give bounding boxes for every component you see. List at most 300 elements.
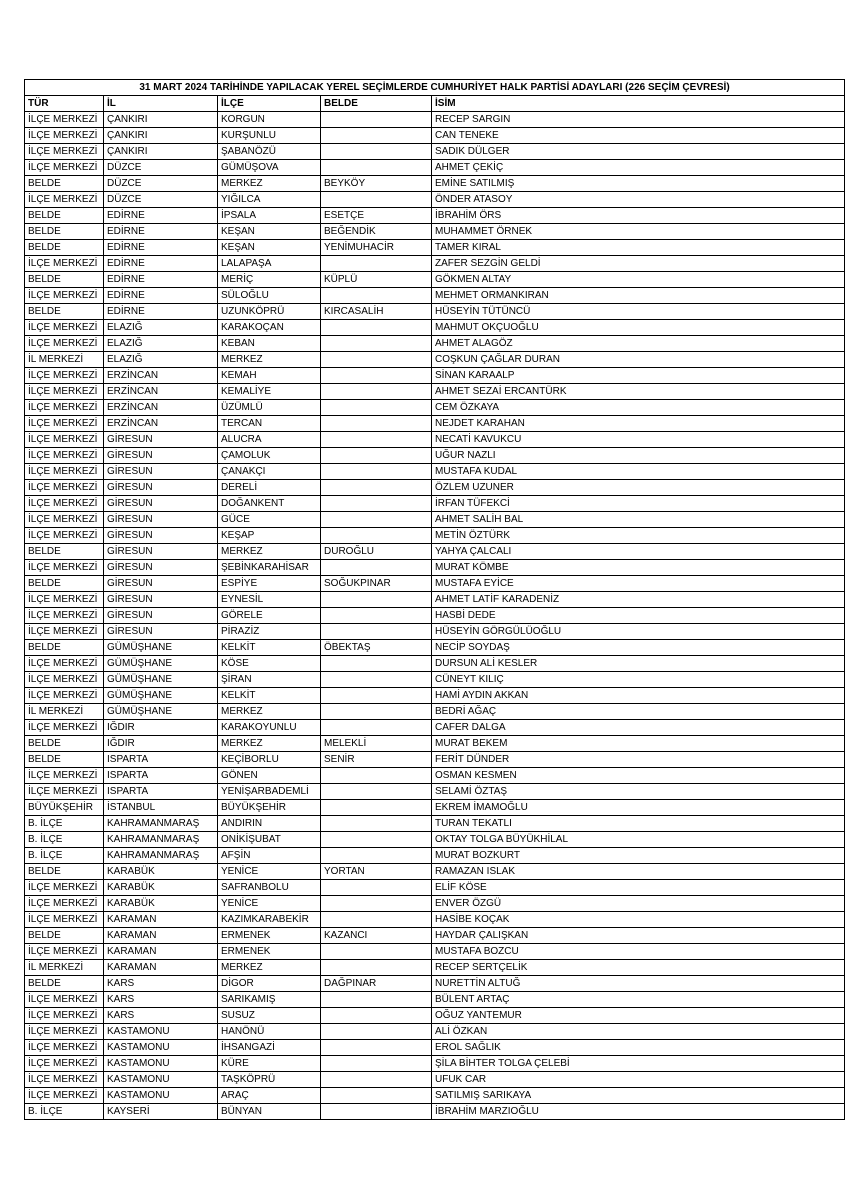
cell-isim: OKTAY TOLGA BÜYÜKHİLAL [432, 832, 845, 848]
table-row [25, 128, 845, 144]
table-row [25, 320, 845, 336]
table-row [25, 336, 845, 352]
cell-isim: ŞİLA BİHTER TOLGA ÇELEBİ [432, 1056, 845, 1072]
cell-il: KARAMAN [104, 944, 218, 960]
cell-belde: SENİR [321, 752, 432, 768]
cell-tur: İLÇE MERKEZİ [25, 528, 104, 544]
cell-belde [321, 720, 432, 736]
cell-il: KARS [104, 992, 218, 1008]
cell-belde [321, 816, 432, 832]
cell-ilce: BÜYÜKŞEHİR [218, 800, 321, 816]
cell-il: KARAMAN [104, 960, 218, 976]
cell-tur: İLÇE MERKEZİ [25, 160, 104, 176]
cell-ilce: YIĞILCA [218, 192, 321, 208]
table-row [25, 640, 845, 656]
cell-ilce: KEŞAN [218, 224, 321, 240]
cell-il: KARAMAN [104, 928, 218, 944]
table-row [25, 944, 845, 960]
table-row [25, 1072, 845, 1088]
table-row [25, 912, 845, 928]
cell-il: GİRESUN [104, 464, 218, 480]
cell-il: KARS [104, 1008, 218, 1024]
cell-isim: MURAT KÖMBE [432, 560, 845, 576]
cell-ilce: ERMENEK [218, 944, 321, 960]
table-row [25, 816, 845, 832]
cell-tur: İLÇE MERKEZİ [25, 1072, 104, 1088]
cell-belde: DAĞPINAR [321, 976, 432, 992]
table-row [25, 1024, 845, 1040]
cell-tur: İLÇE MERKEZİ [25, 608, 104, 624]
cell-il: KARAMAN [104, 912, 218, 928]
cell-tur: BELDE [25, 928, 104, 944]
cell-belde [321, 1088, 432, 1104]
cell-tur: BELDE [25, 208, 104, 224]
cell-il: ERZİNCAN [104, 416, 218, 432]
cell-ilce: MERKEZ [218, 960, 321, 976]
cell-ilce: ŞİRAN [218, 672, 321, 688]
cell-isim: COŞKUN ÇAĞLAR DURAN [432, 352, 845, 368]
cell-ilce: MERKEZ [218, 176, 321, 192]
cell-ilce: YENİCE [218, 864, 321, 880]
table-row [25, 720, 845, 736]
cell-belde [321, 464, 432, 480]
cell-il: GİRESUN [104, 560, 218, 576]
cell-tur: İLÇE MERKEZİ [25, 128, 104, 144]
cell-il: KARABÜK [104, 880, 218, 896]
table-row [25, 432, 845, 448]
cell-ilce: MERKEZ [218, 736, 321, 752]
cell-belde [321, 368, 432, 384]
cell-tur: İLÇE MERKEZİ [25, 432, 104, 448]
cell-ilce: GÖRELE [218, 608, 321, 624]
cell-tur: B. İLÇE [25, 848, 104, 864]
cell-belde [321, 560, 432, 576]
cell-belde: DUROĞLU [321, 544, 432, 560]
cell-il: GİRESUN [104, 544, 218, 560]
cell-ilce: SAFRANBOLU [218, 880, 321, 896]
cell-isim: HAMİ AYDIN AKKAN [432, 688, 845, 704]
cell-belde: ÖBEKTAŞ [321, 640, 432, 656]
cell-tur: İL MERKEZİ [25, 704, 104, 720]
cell-ilce: TAŞKÖPRÜ [218, 1072, 321, 1088]
cell-isim: AHMET SALİH BAL [432, 512, 845, 528]
cell-il: DÜZCE [104, 160, 218, 176]
cell-il: ERZİNCAN [104, 384, 218, 400]
cell-il: KARS [104, 976, 218, 992]
cell-belde [321, 992, 432, 1008]
cell-belde [321, 416, 432, 432]
table-row [25, 960, 845, 976]
cell-il: KASTAMONU [104, 1056, 218, 1072]
table-row [25, 304, 845, 320]
table-row [25, 240, 845, 256]
cell-belde [321, 512, 432, 528]
cell-tur: İLÇE MERKEZİ [25, 512, 104, 528]
cell-belde [321, 832, 432, 848]
cell-tur: İLÇE MERKEZİ [25, 560, 104, 576]
cell-belde [321, 144, 432, 160]
cell-il: GİRESUN [104, 480, 218, 496]
cell-isim: SADIK DÜLGER [432, 144, 845, 160]
table-row [25, 704, 845, 720]
cell-belde [321, 656, 432, 672]
table-row [25, 1104, 845, 1120]
cell-isim: İBRAHİM ÖRS [432, 208, 845, 224]
cell-tur: İLÇE MERKEZİ [25, 880, 104, 896]
cell-il: ISPARTA [104, 768, 218, 784]
cell-belde [321, 880, 432, 896]
cell-il: GİRESUN [104, 512, 218, 528]
cell-isim: AHMET ALAGÖZ [432, 336, 845, 352]
cell-tur: İLÇE MERKEZİ [25, 448, 104, 464]
cell-tur: İLÇE MERKEZİ [25, 944, 104, 960]
cell-tur: BELDE [25, 864, 104, 880]
cell-belde [321, 336, 432, 352]
cell-tur: İLÇE MERKEZİ [25, 1056, 104, 1072]
cell-belde [321, 848, 432, 864]
cell-tur: BELDE [25, 224, 104, 240]
cell-tur: İLÇE MERKEZİ [25, 656, 104, 672]
cell-isim: TAMER KIRAL [432, 240, 845, 256]
cell-ilce: ÇANAKÇI [218, 464, 321, 480]
cell-belde [321, 1072, 432, 1088]
cell-isim: CEM ÖZKAYA [432, 400, 845, 416]
cell-ilce: DERELİ [218, 480, 321, 496]
cell-tur: İLÇE MERKEZİ [25, 912, 104, 928]
table-row [25, 512, 845, 528]
cell-ilce: SARIKAMIŞ [218, 992, 321, 1008]
cell-tur: BÜYÜKŞEHİR [25, 800, 104, 816]
table-row [25, 384, 845, 400]
cell-belde [321, 288, 432, 304]
cell-tur: BELDE [25, 736, 104, 752]
table-row [25, 848, 845, 864]
cell-tur: İLÇE MERKEZİ [25, 720, 104, 736]
cell-isim: UFUK CAR [432, 1072, 845, 1088]
cell-ilce: KEBAN [218, 336, 321, 352]
table-row [25, 192, 845, 208]
table-row [25, 672, 845, 688]
cell-il: GÜMÜŞHANE [104, 640, 218, 656]
cell-belde [321, 608, 432, 624]
table-title-row [25, 80, 845, 96]
cell-il: GİRESUN [104, 432, 218, 448]
cell-tur: İLÇE MERKEZİ [25, 1040, 104, 1056]
cell-belde: SOĞUKPINAR [321, 576, 432, 592]
cell-isim: EMİNE SATILMIŞ [432, 176, 845, 192]
cell-belde: BEĞENDİK [321, 224, 432, 240]
column-header-isim: İSİM [432, 96, 845, 112]
cell-ilce: GÜMÜŞOVA [218, 160, 321, 176]
cell-il: KARABÜK [104, 864, 218, 880]
cell-tur: İLÇE MERKEZİ [25, 688, 104, 704]
table-row [25, 864, 845, 880]
table-row [25, 368, 845, 384]
cell-isim: ENVER ÖZGÜ [432, 896, 845, 912]
cell-il: İSTANBUL [104, 800, 218, 816]
cell-isim: RECEP SARGIN [432, 112, 845, 128]
cell-ilce: MERKEZ [218, 352, 321, 368]
cell-ilce: UZUNKÖPRÜ [218, 304, 321, 320]
cell-il: KAHRAMANMARAŞ [104, 816, 218, 832]
cell-tur: İLÇE MERKEZİ [25, 288, 104, 304]
cell-il: GÜMÜŞHANE [104, 704, 218, 720]
cell-ilce: AFŞİN [218, 848, 321, 864]
cell-tur: İLÇE MERKEZİ [25, 992, 104, 1008]
cell-tur: İLÇE MERKEZİ [25, 112, 104, 128]
cell-ilce: ARAÇ [218, 1088, 321, 1104]
table-row [25, 400, 845, 416]
table-row [25, 832, 845, 848]
cell-belde [321, 784, 432, 800]
table-row [25, 160, 845, 176]
cell-ilce: KEŞAP [218, 528, 321, 544]
column-header-belde: BELDE [321, 96, 432, 112]
table-row [25, 880, 845, 896]
table-row [25, 544, 845, 560]
table-row [25, 416, 845, 432]
cell-il: GÜMÜŞHANE [104, 688, 218, 704]
cell-belde [321, 960, 432, 976]
cell-ilce: KORGUN [218, 112, 321, 128]
table-row [25, 1088, 845, 1104]
cell-belde [321, 192, 432, 208]
cell-belde [321, 1040, 432, 1056]
cell-ilce: ERMENEK [218, 928, 321, 944]
cell-isim: ÖZLEM UZUNER [432, 480, 845, 496]
cell-belde [321, 912, 432, 928]
cell-isim: İRFAN TÜFEKCİ [432, 496, 845, 512]
cell-belde [321, 1104, 432, 1120]
cell-belde: ESETÇE [321, 208, 432, 224]
cell-belde [321, 800, 432, 816]
cell-isim: ÖNDER ATASOY [432, 192, 845, 208]
cell-il: IĞDIR [104, 720, 218, 736]
cell-il: GİRESUN [104, 576, 218, 592]
table-row [25, 1040, 845, 1056]
cell-il: KAYSERİ [104, 1104, 218, 1120]
cell-ilce: SÜLOĞLU [218, 288, 321, 304]
table-row [25, 464, 845, 480]
cell-il: ÇANKIRI [104, 144, 218, 160]
table-row [25, 560, 845, 576]
cell-il: DÜZCE [104, 176, 218, 192]
cell-il: KAHRAMANMARAŞ [104, 832, 218, 848]
cell-ilce: ŞEBİNKARAHİSAR [218, 560, 321, 576]
cell-il: GİRESUN [104, 608, 218, 624]
cell-ilce: PİRAZİZ [218, 624, 321, 640]
table-row [25, 480, 845, 496]
cell-ilce: BÜNYAN [218, 1104, 321, 1120]
cell-belde: KIRCASALİH [321, 304, 432, 320]
cell-belde: YENİMUHACİR [321, 240, 432, 256]
cell-ilce: İHSANGAZİ [218, 1040, 321, 1056]
cell-ilce: KARAKOÇAN [218, 320, 321, 336]
cell-tur: İLÇE MERKEZİ [25, 784, 104, 800]
cell-ilce: KELKİT [218, 640, 321, 656]
cell-tur: İLÇE MERKEZİ [25, 464, 104, 480]
table-row [25, 896, 845, 912]
table-row [25, 352, 845, 368]
cell-il: KARABÜK [104, 896, 218, 912]
table-row [25, 800, 845, 816]
cell-ilce: KARAKOYUNLU [218, 720, 321, 736]
cell-belde: MELEKLİ [321, 736, 432, 752]
cell-il: DÜZCE [104, 192, 218, 208]
cell-tur: İLÇE MERKEZİ [25, 1008, 104, 1024]
cell-il: EDİRNE [104, 288, 218, 304]
cell-belde [321, 496, 432, 512]
table-row [25, 736, 845, 752]
cell-belde [321, 352, 432, 368]
cell-isim: RAMAZAN ISLAK [432, 864, 845, 880]
cell-tur: İLÇE MERKEZİ [25, 368, 104, 384]
cell-il: ELAZIĞ [104, 336, 218, 352]
cell-belde [321, 400, 432, 416]
cell-il: EDİRNE [104, 240, 218, 256]
table-row [25, 176, 845, 192]
cell-ilce: HANÖNÜ [218, 1024, 321, 1040]
column-header-tur: TÜR [25, 96, 104, 112]
cell-belde [321, 384, 432, 400]
table-row [25, 496, 845, 512]
cell-tur: BELDE [25, 640, 104, 656]
cell-isim: NECATİ KAVUKCU [432, 432, 845, 448]
cell-isim: RECEP SERTÇELİK [432, 960, 845, 976]
table-row [25, 656, 845, 672]
cell-isim: HASBİ DEDE [432, 608, 845, 624]
table-row [25, 272, 845, 288]
cell-belde [321, 480, 432, 496]
cell-il: GÜMÜŞHANE [104, 672, 218, 688]
cell-tur: İLÇE MERKEZİ [25, 400, 104, 416]
cell-ilce: MERİÇ [218, 272, 321, 288]
cell-il: GÜMÜŞHANE [104, 656, 218, 672]
cell-tur: BELDE [25, 544, 104, 560]
cell-isim: TURAN TEKATLI [432, 816, 845, 832]
table-row [25, 448, 845, 464]
cell-belde [321, 944, 432, 960]
cell-il: GİRESUN [104, 448, 218, 464]
cell-isim: SELAMİ ÖZTAŞ [432, 784, 845, 800]
cell-tur: İL MERKEZİ [25, 352, 104, 368]
candidate-table [24, 79, 845, 1120]
cell-il: GİRESUN [104, 624, 218, 640]
cell-ilce: GÖNEN [218, 768, 321, 784]
cell-belde [321, 688, 432, 704]
cell-isim: MUSTAFA EYİCE [432, 576, 845, 592]
table-row [25, 208, 845, 224]
table-row [25, 752, 845, 768]
cell-ilce: ALUCRA [218, 432, 321, 448]
cell-isim: ELİF KÖSE [432, 880, 845, 896]
cell-isim: NEJDET KARAHAN [432, 416, 845, 432]
cell-il: IĞDIR [104, 736, 218, 752]
cell-belde [321, 448, 432, 464]
cell-il: KAHRAMANMARAŞ [104, 848, 218, 864]
cell-isim: CÜNEYT KILIÇ [432, 672, 845, 688]
cell-isim: HAYDAR ÇALIŞKAN [432, 928, 845, 944]
cell-isim: OSMAN KESMEN [432, 768, 845, 784]
cell-ilce: KÜRE [218, 1056, 321, 1072]
table-row [25, 992, 845, 1008]
cell-isim: BEDRİ AĞAÇ [432, 704, 845, 720]
cell-isim: BÜLENT ARTAÇ [432, 992, 845, 1008]
cell-isim: AHMET SEZAİ ERCANTÜRK [432, 384, 845, 400]
table-row [25, 976, 845, 992]
table-row [25, 576, 845, 592]
cell-isim: SATILMIŞ SARIKAYA [432, 1088, 845, 1104]
cell-belde [321, 672, 432, 688]
cell-belde: YORTAN [321, 864, 432, 880]
table-row [25, 928, 845, 944]
cell-il: GİRESUN [104, 528, 218, 544]
cell-belde [321, 1008, 432, 1024]
cell-belde [321, 624, 432, 640]
cell-isim: EKREM İMAMOĞLU [432, 800, 845, 816]
cell-isim: MAHMUT OKÇUOĞLU [432, 320, 845, 336]
cell-tur: İLÇE MERKEZİ [25, 896, 104, 912]
cell-tur: B. İLÇE [25, 832, 104, 848]
cell-tur: B. İLÇE [25, 1104, 104, 1120]
cell-isim: CAN TENEKE [432, 128, 845, 144]
table-row [25, 1008, 845, 1024]
cell-tur: İLÇE MERKEZİ [25, 1024, 104, 1040]
cell-ilce: KÖSE [218, 656, 321, 672]
cell-isim: HÜSEYİN TÜTÜNCÜ [432, 304, 845, 320]
cell-il: EDİRNE [104, 272, 218, 288]
cell-ilce: ONİKİŞUBAT [218, 832, 321, 848]
cell-isim: NECİP SOYDAŞ [432, 640, 845, 656]
cell-il: EDİRNE [104, 224, 218, 240]
cell-ilce: ANDIRIN [218, 816, 321, 832]
cell-il: ELAZIĞ [104, 320, 218, 336]
table-body [25, 112, 845, 1120]
cell-ilce: KEÇİBORLU [218, 752, 321, 768]
cell-ilce: KEMAH [218, 368, 321, 384]
cell-belde [321, 592, 432, 608]
cell-il: ÇANKIRI [104, 112, 218, 128]
cell-ilce: ÜZÜMLÜ [218, 400, 321, 416]
table-row [25, 608, 845, 624]
cell-isim: EROL SAĞLIK [432, 1040, 845, 1056]
cell-ilce: LALAPAŞA [218, 256, 321, 272]
cell-il: GİRESUN [104, 592, 218, 608]
cell-tur: BELDE [25, 272, 104, 288]
cell-belde [321, 160, 432, 176]
table-row [25, 144, 845, 160]
cell-isim: MEHMET ORMANKIRAN [432, 288, 845, 304]
table-row [25, 256, 845, 272]
cell-tur: İLÇE MERKEZİ [25, 672, 104, 688]
cell-isim: YAHYA ÇALCALI [432, 544, 845, 560]
table-row [25, 624, 845, 640]
cell-belde [321, 112, 432, 128]
cell-tur: İLÇE MERKEZİ [25, 336, 104, 352]
cell-il: ELAZIĞ [104, 352, 218, 368]
cell-isim: MUHAMMET ÖRNEK [432, 224, 845, 240]
column-header-il: İL [104, 96, 218, 112]
cell-isim: METİN ÖZTÜRK [432, 528, 845, 544]
cell-tur: İLÇE MERKEZİ [25, 592, 104, 608]
cell-il: EDİRNE [104, 208, 218, 224]
cell-ilce: DİGOR [218, 976, 321, 992]
cell-tur: İLÇE MERKEZİ [25, 144, 104, 160]
cell-ilce: KAZIMKARABEKİR [218, 912, 321, 928]
cell-isim: UĞUR NAZLI [432, 448, 845, 464]
cell-ilce: KEMALİYE [218, 384, 321, 400]
table-row [25, 112, 845, 128]
